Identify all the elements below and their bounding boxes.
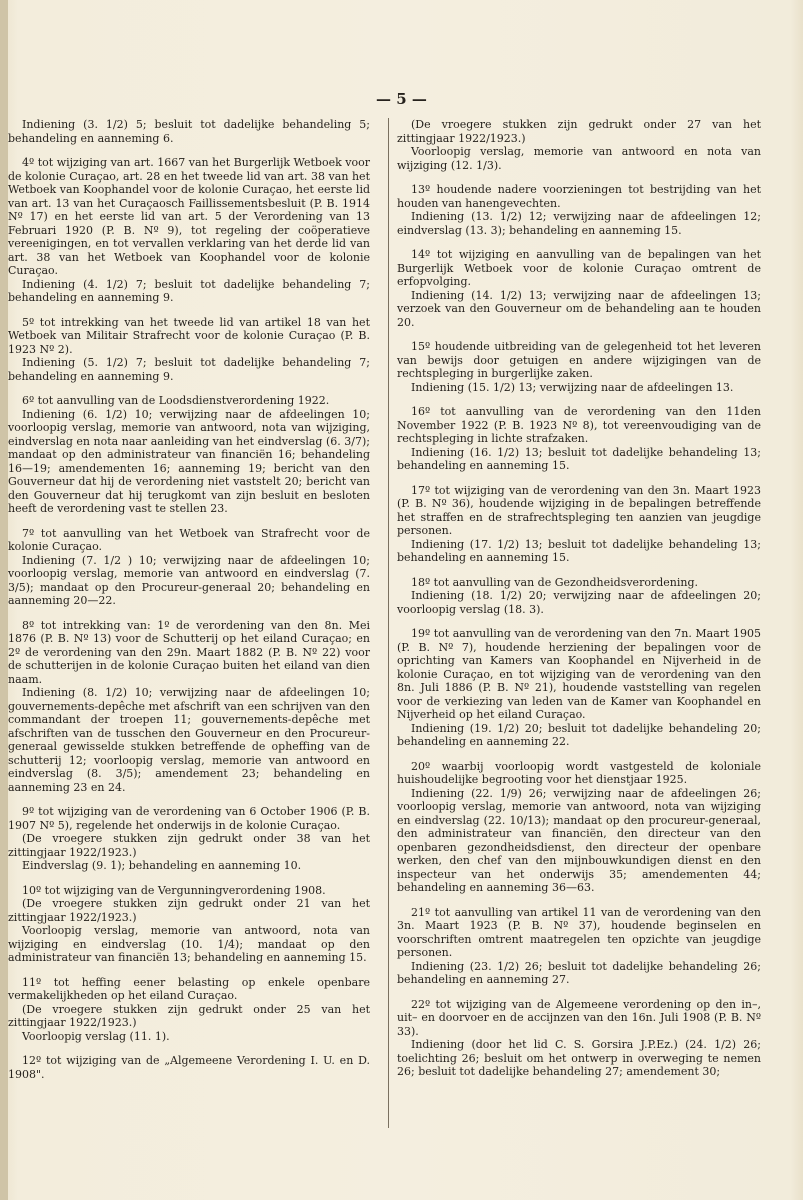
page-number: — 5 — (376, 90, 427, 108)
agenda-item (8, 316, 370, 384)
item-paragraph: 7º tot aanvulling van het Wetboek van Strafrecht voor de kolonie Curaçao. (8, 526, 370, 553)
item-paragraph: Indiening (7. 1/2 ) 10; verwijzing naar de afdeelingen 10; voorloopig verslag, memorie van antwoord en eindverslag (7. 3/5); mandaat op den Procureur-generaal 20; behandeling en aanneming 20—22. (8, 553, 370, 607)
item-paragraph: 19º tot aanvulling van de verordening van den 7n. Maart 1905 (P. B. Nº 7), houdende herziening der bepalingen voor de oprichting van Kamers van Koophandel en Nijverheid in de kolonie Curaçao, en tot wijziging van de verordening van den 8n. Juli 1886 (P. B. Nº 21), houdende vaststelling van regelen voor de verkiezing van leden van de Kamer van Koophandel en Nijverheid op het eiland Curaçao. (397, 627, 761, 721)
item-paragraph: (De vroegere stukken zijn gedrukt onder 21 van het zittingjaar 1922/1923.) (8, 897, 370, 924)
agenda-item (8, 884, 370, 965)
item-paragraph: 21º tot aanvulling van artikel 11 van de verordening van den 3n. Maart 1923 (P. B. Nº 37), houdende beginselen en voorschriften omtrent maatregelen ten opzichte van jeugdige personen. (397, 905, 761, 959)
item-paragraph: Indiening (15. 1/2) 13; verwijzing naar de afdeelingen 13. (411, 380, 734, 394)
agenda-item (397, 906, 761, 987)
item-paragraph: 5º tot intrekking van het tweede lid van artikel 18 van het Wetboek van Militair Strafrecht voor de kolonie Curaçao (P. B. 1923 Nº 2). (8, 315, 370, 356)
item-paragraph: (De vroegere stukken zijn gedrukt onder 25 van het zittingjaar 1922/1923.) (8, 1002, 370, 1029)
agenda-item (397, 998, 761, 1079)
item-paragraph: (De vroegere stukken zijn gedrukt onder 38 van het zittingjaar 1922/1923.) (8, 832, 370, 859)
item-paragraph: 18º tot aanvulling van de Gezondheidsverordening. (411, 575, 698, 589)
agenda-item (8, 527, 370, 608)
item-paragraph: 13º houdende nadere voorzieningen tot bestrijding van het houden van hanengevechten. (397, 183, 761, 210)
agenda-item (397, 405, 761, 473)
right-column (397, 118, 761, 1090)
item-paragraph: (De vroegere stukken zijn gedrukt onder 27 van het zittingjaar 1922/1923.) (397, 118, 761, 145)
item-paragraph: Indiening (16. 1/2) 13; besluit tot dadelijke behandeling 13; behandeling en aanneming 15. (397, 445, 761, 472)
left-column (8, 118, 370, 1092)
agenda-item (397, 576, 761, 617)
agenda-item (8, 805, 370, 873)
agenda-item (397, 183, 761, 237)
item-paragraph: Indiening (14. 1/2) 13; verwijzing naar de afdeelingen 13; verzoek van den Gouverneur om de behandeling aan te houden 20. (397, 288, 761, 329)
item-paragraph: 17º tot wijziging van de verordening van den 3n. Maart 1923 (P. B. Nº 36), houdende wijziging in de bepalingen betreffende het straffen en de strafrechtspleging ten aanzien van jeugdige personen. (397, 483, 761, 537)
agenda-item (8, 1054, 370, 1081)
agenda-item (397, 760, 761, 895)
item-paragraph: Voorloopig verslag (11. 1). (22, 1029, 170, 1043)
item-paragraph: 22º tot wijziging van de Algemeene verordening op den in–, uit– en doorvoer en de accijnzen van den 16n. Juli 1908 (P. B. Nº 33). (397, 997, 761, 1038)
item-paragraph: 9º tot wijziging van de verordening van 6 October 1906 (P. B. 1907 Nº 5), regelende het onderwijs in de kolonie Curaçao. (8, 805, 370, 832)
item-paragraph: 11º tot heffing eener belasting op enkele openbare vermakelijkheden op het eiland Curaçao. (8, 975, 370, 1002)
agenda-item (397, 627, 761, 749)
item-paragraph: Indiening (22. 1/9) 26; verwijzing naar de afdeelingen 26; voorloopig verslag, memorie van antwoord, nota van wijziging en eindverslag (22. 10/13); mandaat op den procureur-generaal, den administrateur van financiën, den directeur van den openbaren gezondheidsdienst, den directeur der openbare werken, den chef van den mijnbouwkundigen dienst en den inspecteur van het onderwijs 35; amendementen 44; behandeling en aanneming 36—63. (397, 786, 761, 894)
agenda-item (8, 118, 370, 145)
agenda-item (397, 340, 761, 394)
item-paragraph: 8º tot intrekking van: 1º de verordening van den 8n. Mei 1876 (P. B. Nº 13) voor de Schutterij op het eiland Curaçao; en 2º de verordening van den 29n. Maart 1882 (P. B. Nº 22) voor de schutterijen in de kolonie Curaçao buiten het eiland van dien naam. (8, 618, 370, 686)
agenda-item (8, 394, 370, 516)
item-paragraph: 15º houdende uitbreiding van de gelegenheid tot het leveren van bewijs door getuigen en andere wijzigingen van de rechtspleging in burgerlijke zaken. (397, 340, 761, 380)
binding-edge (0, 0, 8, 1200)
item-paragraph: 12º tot wijziging van de „Algemeene Verordening I. U. en D. 1908". (8, 1054, 370, 1081)
agenda-item (8, 156, 370, 305)
item-paragraph: Indiening (17. 1/2) 13; besluit tot dadelijke behandeling 13; behandeling en aanneming 15. (397, 537, 761, 564)
item-paragraph: 6º tot aanvulling van de Loodsdienstverordening 1922. (22, 394, 330, 407)
item-paragraph: Indiening (8. 1/2) 10; verwijzing naar de afdeelingen 10; gouvernements-depêche met afschrift van een schrijven van den commandant der troepen 11; gouvernements-depêche met afschriften van de tusschen den Gouverneur en den Procureur-generaal gewisselde stukken betreffende de opheffing van de schutterij 12; voorloopig verslag, memorie van antwoord en eindverslag (8. 3/5); amendement 23; behandeling en aanneming 23 en 24. (8, 686, 370, 794)
item-paragraph: Indiening (3. 1/2) 5; besluit tot dadelijke behandeling 5; behandeling en aanneming 6. (8, 118, 370, 145)
item-paragraph: Indiening (door het lid C. S. Gorsira J.P.Ez.) (24. 1/2) 26; toelichting 26; besluit om het ontwerp in overweging te nemen 26; besluit tot dadelijke behandeling 27; amendement 30; (397, 1038, 761, 1078)
item-paragraph: 16º tot aanvulling van de verordening van den 11den November 1922 (P. B. 1923 Nº 8), tot vereenvoudiging van de rechtspleging in lichte strafzaken. (397, 405, 761, 445)
item-paragraph: Indiening (4. 1/2) 7; besluit tot dadelijke behandeling 7; behandeling en aanneming 9. (8, 277, 370, 304)
agenda-item (397, 248, 761, 329)
agenda-item (397, 484, 761, 565)
item-paragraph: Indiening (19. 1/2) 20; besluit tot dadelijke behandeling 20; behandeling en aanneming 22. (397, 721, 761, 748)
item-paragraph: Voorloopig verslag, memorie van antwoord en nota van wijziging (12. 1/3). (397, 145, 761, 172)
item-paragraph: Eindverslag (9. 1); behandeling en aanneming 10. (22, 859, 302, 872)
item-paragraph: 4º tot wijziging van art. 1667 van het Burgerlijk Wetboek voor de kolonie Curaçao, art. 28 en het tweede lid van art. 38 van het Wetboek van Koophandel voor de kolonie Curaçao, het eerste lid van art. 13 van het Curaçaosch Faillissementsbesluit (P. B. 1914 Nº 17) en het eerste lid van art. 5 der Verordening van 13 Februari 1920 (P. B. Nº 9), tot regeling der coöperatieve vereenigingen, en tot vervallen verklaring van het derde lid van art. 38 van het Wetboek van Koophandel voor de kolonie Curaçao. (8, 156, 370, 277)
item-paragraph: Indiening (5. 1/2) 7; besluit tot dadelijke behandeling 7; behandeling en aanneming 9. (8, 356, 370, 383)
item-paragraph: 10º tot wijziging van de Vergunningverordening 1908. (22, 883, 326, 897)
agenda-item (397, 118, 761, 172)
item-paragraph: Voorloopig verslag, memorie van antwoord, nota van wijziging en eindverslag (10. 1/4); mandaat op den administrateur van financiën 13; behandeling en aanneming 15. (8, 924, 370, 964)
item-paragraph: Indiening (6. 1/2) 10; verwijzing naar de afdeelingen 10; voorloopig verslag, memorie van antwoord, nota van wijziging, eindverslag en nota naar aanleiding van het eindverslag (6. 3/7); mandaat op den administrateur van financiën 16; behandeling 16—19; amendementen 16; aanneming 19; bericht van den Gouverneur dat hij de verordening niet vaststelt 20; bericht van den Gouverneur dat hij terugkomt van zijn besluit en besloten heeft de verordening vast te stellen 23. (8, 407, 370, 515)
item-paragraph: Indiening (23. 1/2) 26; besluit tot dadelijke behandeling 26; behandeling en aanneming 27. (397, 959, 761, 986)
item-paragraph: 14º tot wijziging en aanvulling van de bepalingen van het Burgerlijk Wetboek voor de kolonie Curaçao omtrent de erfopvolging. (397, 248, 761, 288)
item-paragraph: Indiening (13. 1/2) 12; verwijzing naar de afdeelingen 12; eindverslag (13. 3); behandeling en aanneming 15. (397, 210, 761, 237)
agenda-item (8, 976, 370, 1044)
agenda-item (8, 619, 370, 795)
column-divider (388, 118, 389, 1128)
item-paragraph: Indiening (18. 1/2) 20; verwijzing naar de afdeelingen 20; voorloopig verslag (18. 3). (397, 589, 761, 616)
item-paragraph: 20º waarbij voorloopig wordt vastgesteld de koloniale huishoudelijke begrooting voor het dienstjaar 1925. (397, 759, 761, 786)
